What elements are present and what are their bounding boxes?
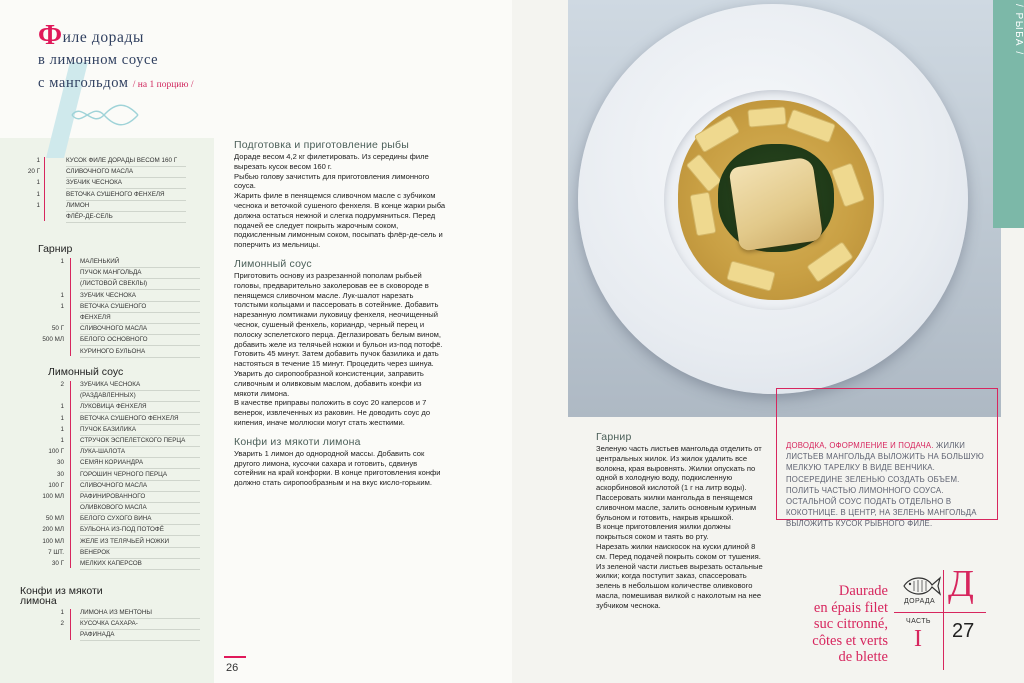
ingredient-qty: 1	[36, 190, 40, 198]
part-number: I	[914, 626, 922, 652]
right-page	[512, 0, 1024, 683]
serving-lead: ДОВОДКА, ОФОРМЛЕНИЕ И ПОДАЧА.	[786, 441, 934, 450]
title-drop-cap: Ф	[38, 20, 63, 51]
plate	[578, 4, 968, 394]
ingredient-name: БЕЛОГО СУХОГО ВИНА	[80, 513, 200, 525]
ingredient-name: ЗУБЧИКА ЧЕСНОКА	[80, 379, 200, 391]
ingredient-name: МАЛЕНЬКИЙ	[80, 256, 200, 268]
ingredient-name: ЖЕЛЕ ИЗ ТЕЛЯЧЬЕЙ НОЖКИ	[80, 536, 200, 548]
ingredient-name: СЛИВОЧНОГО МАСЛА	[66, 166, 186, 178]
ingredient-qty: 30	[56, 459, 64, 467]
ingredient-row	[0, 312, 210, 323]
ingredient-qty: 1	[60, 414, 64, 422]
ingredient-row	[0, 502, 210, 513]
ingredient-qty: 1	[60, 302, 64, 310]
garnish-heading: Гарнир	[596, 431, 632, 443]
page-number-marker	[224, 656, 246, 658]
ingredient-name: ФЛЁР-ДЕ-СЕЛЬ	[66, 211, 186, 223]
ingredient-qty: 50 МЛ	[45, 515, 64, 523]
ingredient-qty: 100 МЛ	[42, 537, 64, 545]
ingredient-qty: 30	[56, 470, 64, 478]
section-heading: Конфи из мякоти лимона	[234, 435, 361, 448]
section-tab-label: / РЫБА /	[1013, 4, 1024, 56]
ingredient-row	[0, 513, 210, 524]
french-title-line: côtes et verts	[812, 632, 888, 649]
french-title	[796, 583, 888, 666]
ingredient-row	[0, 379, 210, 390]
ingredient-row	[0, 558, 210, 569]
ingredient-name: РАФИНАДА	[80, 629, 200, 641]
ingredient-row	[0, 547, 210, 558]
ingredient-name: ЛУКОВИЦА ФЕНХЕЛЯ	[80, 401, 200, 413]
ingredient-row	[0, 278, 210, 289]
ingredient-row	[0, 618, 210, 629]
divider-horizontal	[894, 612, 986, 613]
ingredient-name: ГОРОШИН ЧЕРНОГО ПЕРЦА	[80, 469, 200, 481]
portion-note: / на 1 порцию /	[132, 80, 194, 90]
title-line-1	[38, 20, 193, 51]
garnish-paragraph: Нарезать жилки наискосок на куски длиной 8 см. Перед подачей покрыть соком от тушения.	[596, 541, 761, 561]
ingredient-name: МЕЛКИХ КАПЕРСОВ	[80, 558, 200, 570]
ingredient-name: СЛИВОЧНОГО МАСЛА	[80, 323, 200, 335]
garnish-paragraph: В конце приготовления жилки должны покрыться соком и таять во рту.	[596, 522, 731, 542]
ingredient-qty: 1	[60, 291, 64, 299]
ingredient-name: ЛУКА-ШАЛОТА	[80, 446, 200, 458]
section-paragraph: Приготовить основу из разрезанной пополам рыбьей головы, предварительно заколеровав ее в сковороде в пенящемся сливочном масле. Лук-шалот нарезать толстыми кольцами и пассеровать в сотейнике. Добавить нарезанную ломтиками луковицу фенхеля, неочищенный чеснок, сушеный фенхель, кориандр, черный перец и полоску эспелетского перца. Деглазировать белым вином, добавить желе из телячьей ножки и бульон из-под потофё. Готовить 45 минут. Затем добавить пучок базилика и дать настояться в течение 15 минут. Процедить через шинуа. Уварить до сиропообразной консистенции, заправить сливочным и оливковым маслом, добавить конфи из мякоти лимона.	[234, 270, 443, 398]
ingredient-name: БЕЛОГО ОСНОВНОГО	[80, 334, 200, 346]
fish-fillet	[729, 157, 824, 252]
ingredient-name: ВЕТОЧКА СУШЕНОГО ФЕНХЕЛЯ	[66, 189, 186, 201]
ingredient-name: СЛИВОЧНОГО МАСЛА	[80, 480, 200, 492]
confit-ingredients-heading	[20, 586, 103, 606]
title-line-2: в лимонном соусе	[38, 52, 159, 68]
serving-body: ЖИЛКИ ЛИСТЬЕВ МАНГОЛЬДА ВЫЛОЖИТЬ НА БОЛЬШУЮ МЕЛКУЮ ТАРЕЛКУ В ВИДЕ ВЕНЧИКА. ПОСЕРЕДИНЕ ЗЕЛЕНЬЮ СОЗДАТЬ ОБЪЕМ. ПОЛИТЬ ЧАСТЬЮ ЛИМОННОГО СОУСА. ОСТАЛЬНОЙ СОУС ПОДАТЬ ОТДЕЛЬНО В КОКОТНИЦЕ. В ЦЕНТР, НА ЗЕЛЕНЬ МАНГОЛЬДА ВЫЛОЖИТЬ КУСОК РЫБНОГО ФИЛЕ.	[786, 441, 984, 529]
ingredient-qty: 20 Г	[27, 168, 40, 176]
ingredient-qty: 1	[36, 157, 40, 164]
ingredient-qty: 200 МЛ	[42, 526, 64, 534]
ingredient-row	[0, 446, 210, 457]
ingredient-row	[0, 435, 210, 446]
confit-ingredients-table	[0, 607, 210, 641]
ingredient-name: ОЛИВКОВОГО МАСЛА	[80, 502, 200, 514]
lemon-sauce-ingredients-table	[0, 379, 210, 569]
ingredient-row	[0, 211, 210, 222]
lemon-sauce-ingredients-heading: Лимонный соус	[48, 366, 124, 378]
section-heading: Лимонный соус	[234, 257, 312, 270]
ingredient-row	[0, 607, 210, 618]
serving-text	[786, 440, 992, 530]
ingredient-qty: 100 Г	[48, 448, 64, 456]
ingredient-name: БУЛЬОНА ИЗ-ПОД ПОТОФЁ	[80, 524, 200, 536]
ingredient-row	[0, 256, 210, 267]
dish-photo	[568, 0, 1001, 417]
garnish-paragraph: Пассеровать жилки мангольда в пенящемся сливочном масле, залить основным куриным бульоном и готовить, накрыв крышкой.	[596, 492, 757, 522]
ingredient-name: КУРИНОГО БУЛЬОНА	[80, 346, 200, 358]
ingredient-name: РАФИНИРОВАННОГО	[80, 491, 200, 503]
ingredient-name: ЗУБЧИК ЧЕСНОКА	[66, 177, 186, 189]
ingredient-row	[0, 491, 210, 502]
chapter-label: ДОРАДА	[904, 598, 936, 605]
ingredient-name: ПУЧОК БАЗИЛИКА	[80, 424, 200, 436]
ingredient-qty: 50 Г	[51, 325, 64, 333]
ingredient-name: ВЕТОЧКА СУШЕНОГО	[80, 301, 200, 313]
ingredient-qty: 2	[60, 381, 64, 388]
section-paragraph: Рыбью голову зачистить для приготовления лимонного соуса.	[234, 171, 430, 191]
ingredient-row	[0, 334, 210, 345]
ingredient-qty: 1	[60, 403, 64, 411]
ingredient-name: ВЕТОЧКА СУШЕНОГО ФЕНХЕЛЯ	[80, 413, 200, 425]
ingredient-row	[0, 155, 210, 166]
ingredient-name: СТРУЧОК ЭСПЕЛЕТСКОГО ПЕРЦА	[80, 435, 200, 447]
ingredient-row	[0, 346, 210, 357]
french-title-line: suc citronné,	[813, 616, 888, 633]
ingredient-qty: 1	[60, 258, 64, 265]
garnish-method-column	[596, 432, 766, 611]
page-number-left: 26	[226, 662, 239, 674]
ingredient-row	[0, 267, 210, 278]
chapter-letter: Д	[948, 563, 974, 605]
section-paragraph: Дорадe весом 4,2 кг филетировать. Из середины филе вырезать кусок весом 160 г.	[234, 152, 429, 171]
ingredient-name: (ЛИСТОВОЙ СВЕКЛЫ)	[80, 278, 200, 290]
ingredient-row	[0, 200, 210, 211]
ingredient-row	[0, 413, 210, 424]
ingredient-row	[0, 457, 210, 468]
ingredient-qty: 7 ШТ.	[48, 548, 64, 556]
ingredient-name: СЕМЯН КОРИАНДРА	[80, 457, 200, 469]
ingredient-qty: 500 МЛ	[42, 336, 64, 344]
ingredient-row	[0, 301, 210, 312]
garnish-ingredients-table	[0, 256, 210, 357]
ingredient-name: (РАЗДАВЛЕННЫХ)	[80, 390, 200, 402]
ingredient-row	[0, 629, 210, 640]
recipe-title	[38, 20, 194, 97]
fish-icon	[900, 573, 942, 599]
ingredient-name: КУСОК ФИЛЕ ДОРАДЫ ВЕСОМ 160 Г	[66, 155, 186, 167]
ingredient-name: ВЕНЕРОК	[80, 547, 200, 559]
page-number-right: 27	[952, 620, 975, 642]
ingredient-qty: 1	[36, 179, 40, 187]
ingredient-qty: 2	[60, 620, 64, 628]
french-title-line: Daurade	[838, 583, 888, 599]
title-line-3	[38, 72, 193, 97]
ingredient-row	[0, 189, 210, 200]
ingredient-name: ЗУБЧИК ЧЕСНОКА	[80, 290, 200, 302]
ingredient-row	[0, 323, 210, 334]
ingredient-qty: 30 Г	[51, 560, 64, 567]
ingredient-name: ЛИМОН	[66, 200, 186, 212]
french-title-line: de blette	[838, 649, 888, 666]
ingredient-name: КУСОЧКА САХАРА-	[80, 618, 200, 630]
section-paragraph: Жарить филе в пенящемся сливочном масле с зубчиком чеснока и веточкой сушеного фенхеля. В конце жарки рыба должна остаться нежной и слегка подрумяниться. Перед подачей ее следует покрыть жарочным соком, подкисленным лимонным соком, посыпать флёр-де-сель и поперчить из мельницы.	[234, 191, 446, 250]
confit-heading-line-1: Конфи из мякоти	[20, 585, 103, 597]
ingredient-qty: 1	[60, 436, 64, 444]
method-column	[234, 140, 446, 488]
ingredient-row	[0, 469, 210, 480]
section-paragraph: В качестве приправы положить в соус 20 каперсов и 7 венерок, извлеченных из раковин. Не доводить соус до кипения, иначе моллюски могут стать жесткими.	[234, 398, 431, 427]
divider-vertical	[943, 570, 944, 670]
ingredient-qty: 100 Г	[48, 481, 64, 489]
ingredient-qty: 1	[36, 201, 40, 209]
ingredient-row	[0, 390, 210, 401]
part-label: ЧАСТЬ	[906, 618, 931, 625]
ingredient-qty: 100 МЛ	[42, 492, 64, 500]
garnish-ingredients-heading: Гарнир	[38, 243, 73, 255]
garnish-paragraph: Зеленую часть листьев мангольда отделить от центральных жилок. Из жилок удалить все волокна, края выровнять. Жилки опускать по одной в холодную воду, подкисленную аскорбиновой кислотой (1 г на литр воды).	[596, 444, 762, 493]
ingredient-row	[0, 524, 210, 535]
title-line-1-rest: иле дорады	[62, 29, 145, 46]
section-paragraph: Уварить 1 лимон до однородной массы. Добавить сок другого лимона, кусочки сахара и готовить, сдвинув сотейник на край конфорки. В конце приготовления конфи должно стать сиропообразным и на вкус кисло-горьким.	[234, 448, 441, 488]
french-title-line: en épais filet	[813, 599, 888, 616]
swirl-ornament	[70, 100, 140, 130]
main-ingredients-table	[0, 155, 210, 222]
ingredient-row	[0, 536, 210, 547]
ingredient-row	[0, 480, 210, 491]
ingredient-name: ПУЧОК МАНГОЛЬДА	[80, 267, 200, 279]
ingredient-qty: 1	[60, 425, 64, 433]
ingredient-qty: 1	[60, 609, 64, 616]
ingredient-row	[0, 401, 210, 412]
chard-rib	[747, 106, 786, 127]
ingredient-row	[0, 177, 210, 188]
ingredient-row	[0, 290, 210, 301]
ingredient-name: ЛИМОНА ИЗ МЕНТОНЫ	[80, 607, 200, 619]
ingredient-row	[0, 166, 210, 177]
garnish-paragraph: Из зеленой части листьев вырезать остальные жилки; когда поступит заказ, спассеровать зелень в небольшом количестве оливкового масла, помешивая вилкой с наколотым на нее зубчиком чеснока.	[596, 561, 763, 610]
ingredient-row	[0, 424, 210, 435]
ingredient-name: ФЕНХЕЛЯ	[80, 312, 200, 324]
confit-heading-line-2: лимона	[20, 595, 57, 607]
section-heading: Подготовка и приготовление рыбы	[234, 139, 409, 151]
title-line-3-text: с мангольдом	[38, 75, 129, 91]
